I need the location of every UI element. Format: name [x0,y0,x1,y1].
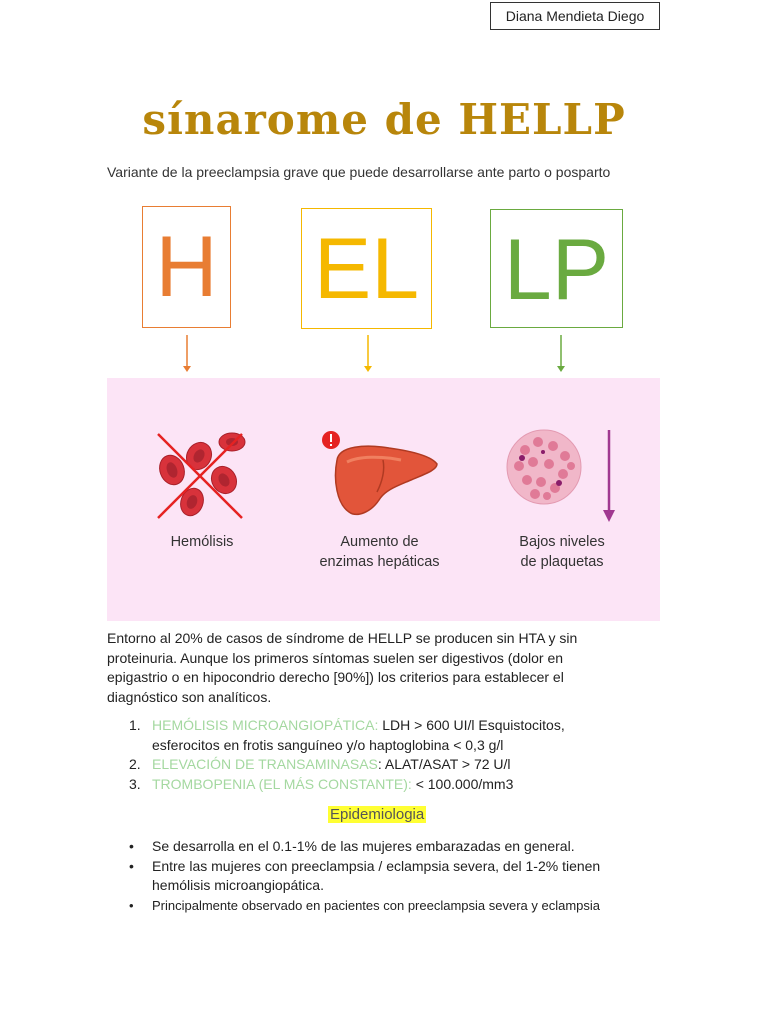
list-item: • Entre las mujeres con preeclampsia / eclampsia severa, del 1-2% tienen hemólisis microangiopática. [107,857,647,896]
platelets-label [492,532,632,572]
arrow-lp-icon [557,335,565,372]
arrow-el-icon [364,335,372,372]
platelets-microscope-icon [505,428,583,506]
page-title: sínarome de HELLP [142,95,626,144]
arrow-h-icon [183,335,191,372]
platelets-label-line-1: Bajos niveles [519,534,605,550]
letter-el-box: EL [301,208,432,329]
liver-label-line-2: enzimas hepáticas [319,554,440,570]
criteria-description: < 100.000/mm3 [411,775,514,792]
criteria-term: TROMBOPENIA (EL MÁS CONSTANTE): [152,775,412,792]
red-blood-cells-icon [152,428,248,524]
criteria-term: HEMÓLISIS MICROANGIOPÁTICA: [152,717,379,733]
letter-lp-box: LP [490,209,623,328]
arrows-row [0,330,768,380]
platelets-label-line-2: de plaquetas [520,554,604,570]
criteria-item [107,716,627,755]
epidemiology-heading: Epidemiologia [330,806,425,823]
list-item: • Principalmente observado en pacientes con preeclampsia severa y eclampsia [107,896,647,916]
down-arrow-icon [601,428,617,524]
criteria-term: ELEVACIÓN DE TRANSAMINASAS [152,756,378,772]
criteria-number: 2. [129,756,141,772]
intro-paragraph: Entorno al 20% de casos de síndrome de HELLP se producen sin HTA y sin proteinuria. Aunque los primeros síntomas suelen ser digestivos (dolor en epigastrio o en hipocondrio derecho [90%]) los criterios para establecer el diagnóstico son analíticos. [107,630,578,705]
criteria-number: 1. [129,717,141,733]
letter-h-box: H [142,206,231,328]
list-item: • Se desarrolla en el 0.1-1% de las mujeres embarazadas en general. [107,837,647,857]
liver-enzymes-label [307,532,452,572]
hellp-illustration-panel [107,378,660,621]
author-name: Diana Mendieta Diego [490,2,660,30]
criteria-list [107,716,627,794]
epidemiology-list [107,837,647,915]
criteria-description: : ALAT/ASAT > 72 U/l [377,756,511,772]
criteria-item [107,755,627,775]
criteria-description: LDH > 600 UI/l Esquistocitos, esferocitos en frotis sanguíneo y/o haptoglobina < 0,3 g/l [152,717,565,753]
liver-label-line-1: Aumento de [340,534,419,550]
liver-icon [329,440,441,524]
criteria-item [107,775,627,795]
criteria-number: 3. [129,775,141,792]
intro-text: Variante de la preeclampsia grave que puede desarrollarse ante parto o posparto [107,164,611,180]
hemolysis-label: Hemólisis [170,534,234,550]
